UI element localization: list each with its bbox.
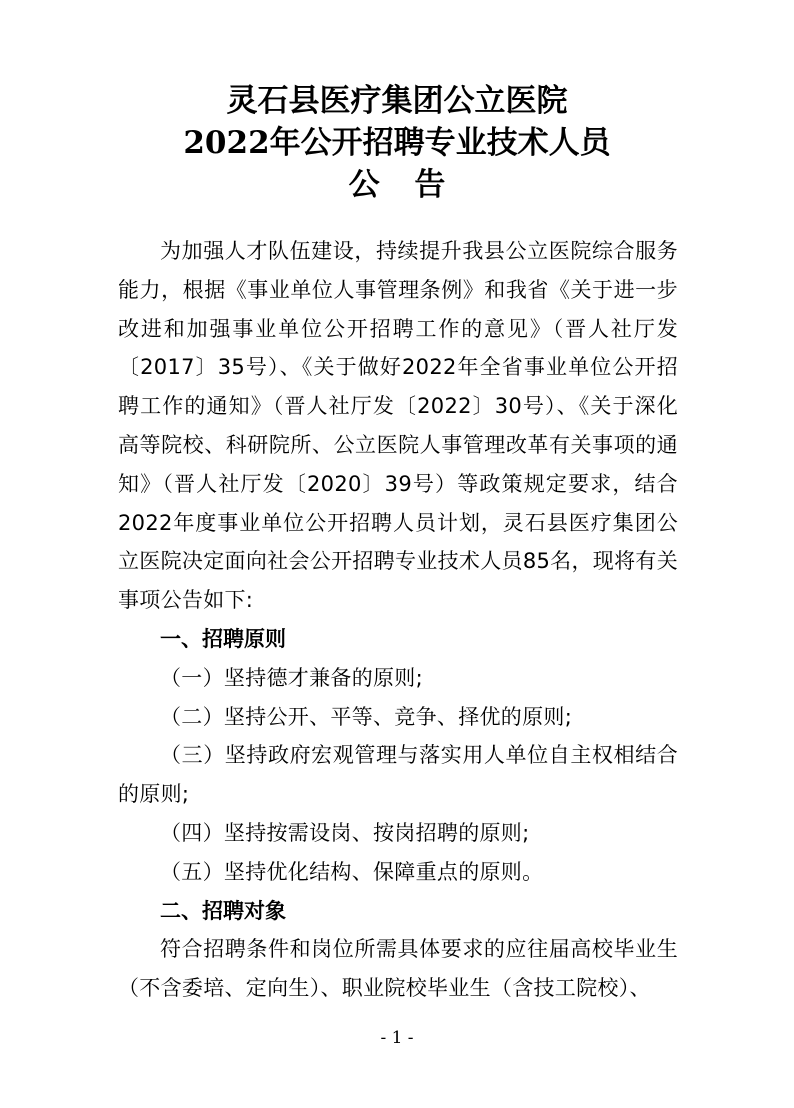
principle-item-1: （一）坚持德才兼备的原则;: [160, 665, 423, 690]
intro-paragraph: 为加强人才队伍建设，持续提升我县公立医院综合服务能力，根据《事业单位人事管理条例》和我省《关于进一步改进和加强事业单位公开招聘工作的意见》（晋人社厅发〔2017〕35号）、《关于做好2022年全省事业单位公开招聘工作的通知》（晋人社厅发〔2022〕30号）、《关于深化高等院校、科研院所、公立医院人事管理改革有关事项的通知》（晋人社厅发〔2020〕39号）等政策规定要求，结合2022年度事业单位公开招聘人员计划，灵石县医疗集团公立医院决定面向社会公开招聘专业技术人员85名，现将有关事项公告如下:: [118, 239, 678, 613]
principle-item-3: （三）坚持政府宏观管理与落实用人单位自主权相结合的原则;: [118, 743, 678, 807]
title-line-2: 2022年公开招聘专业技术人员: [183, 125, 611, 161]
page-number: - 1 -: [380, 1028, 414, 1048]
principle-item-2: （二）坚持公开、平等、竞争、择优的原则;: [160, 704, 573, 729]
section-2-paragraph: 符合招聘条件和岗位所需具体要求的应往届高校毕业生（不含委培、定向生）、职业院校毕业生（含技工院校）、: [118, 937, 678, 1001]
document-title: [0, 80, 794, 206]
section-1-heading: 一、招聘原则: [160, 626, 286, 651]
principle-item-4: （四）坚持按需设岗、按岗招聘的原则;: [160, 820, 530, 845]
title-line-3: 公 告: [348, 167, 458, 203]
principle-item-5: （五）坚持优化结构、保障重点的原则。: [160, 859, 544, 884]
section-2-heading: 二、招聘对象: [160, 898, 286, 923]
title-line-1: 灵石县医疗集团公立医院: [226, 83, 568, 119]
document-body: [118, 232, 678, 1008]
